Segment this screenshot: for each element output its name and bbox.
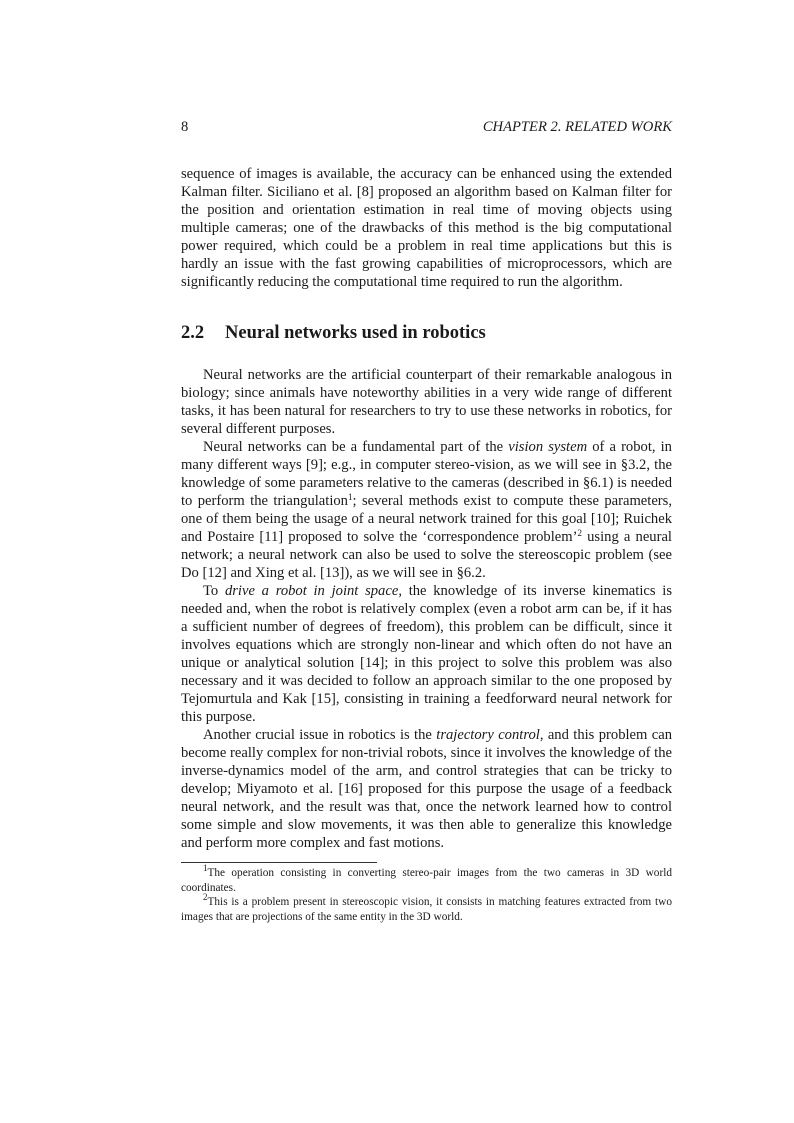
paragraph-vision: Neural networks can be a fundamental part of the vision system of a robot, in many different ways [9]; e.g., in computer stereo-vision, as we will see in §3.2, the knowledge of some parameters relative to the cameras (described in §6.1) is needed to perform the triangulation$^1$; several methods exist to compute these parameters, one of them being the usage of a neural network trained for this goal [10]; Ruichek and Postaire [11] proposed to solve the ‘correspondence problem’$^2$ using a neural network; a neural network can also be used to solve the stereoscopic problem (see Do [12] and Xing et al. [13]), as we will see in §6.2. <box>181 439 672 581</box>
footnote-divider <box>181 862 377 863</box>
paragraph-continuation: sequence of images is available, the accuracy can be enhanced using the extended Kalman filter. Siciliano et al. [8] proposed an algorithm based on Kalman filter for the position and orientation estimation in real time of moving objects using multiple cameras; one of the drawbacks of this method is the big computational power required, which could be a problem in real time applications but this is hardly an issue with the fast growing capabilities of microprocessors, which are significantly reducing the computational time required to run the algorithm. <box>181 166 672 290</box>
paragraph-intro: Neural networks are the artificial counterpart of their remarkable analogous in biology; since animals have noteworthy abilities in a very wide range of different tasks, it has been natural for researchers to try to use these networks in robotics, for several different purposes. <box>181 367 672 437</box>
section-heading <box>181 322 672 344</box>
section-title: Neural networks used in robotics <box>225 323 486 343</box>
running-header <box>181 118 672 136</box>
page-content <box>181 118 672 924</box>
footnote-1: $^1$The operation consisting in converting stereo-pair images from the two cameras in 3D world coordinates. <box>181 863 672 894</box>
paragraph-trajectory: Another crucial issue in robotics is the trajectory control, and this problem can become really complex for non-trivial robots, since it involves the knowledge of the inverse-dynamics model of the arm, and control strategies that can be tricky to develop; Miyamoto et al. [16] proposed for this purpose the usage of a feedback neural network, and the result was that, once the network learned how to control some simple and slow movements, it was then able to generalize this knowledge and perform more complex and fast motions. <box>181 727 672 851</box>
paragraph-joint-space: To drive a robot in joint space, the knowledge of its inverse kinematics is needed and, when the robot is relatively complex (even a robot arm can be, if it has a sufficient number of degrees of freedom), this problem can be difficult, since it involves equations which are strongly non-linear and which often do not have an unique or analytical solution [14]; in this project to solve this problem was also necessary and it was decided to follow an approach similar to the one proposed by Tejomurtula and Kak [15], consisting in training a feedforward neural network for this purpose. <box>181 583 673 725</box>
section-number: 2.2 <box>181 323 205 343</box>
footnote-ref-2: 2 <box>577 528 582 538</box>
footnote-2: $^2$This is a problem present in stereoscopic vision, it consists in matching features extracted from two images that are projections of the same entity in the 3D world. <box>181 892 672 923</box>
page-number: 8 <box>181 119 189 135</box>
chapter-title: CHAPTER 2. RELATED WORK <box>482 119 672 135</box>
footnote-ref-1: 1 <box>347 492 353 502</box>
